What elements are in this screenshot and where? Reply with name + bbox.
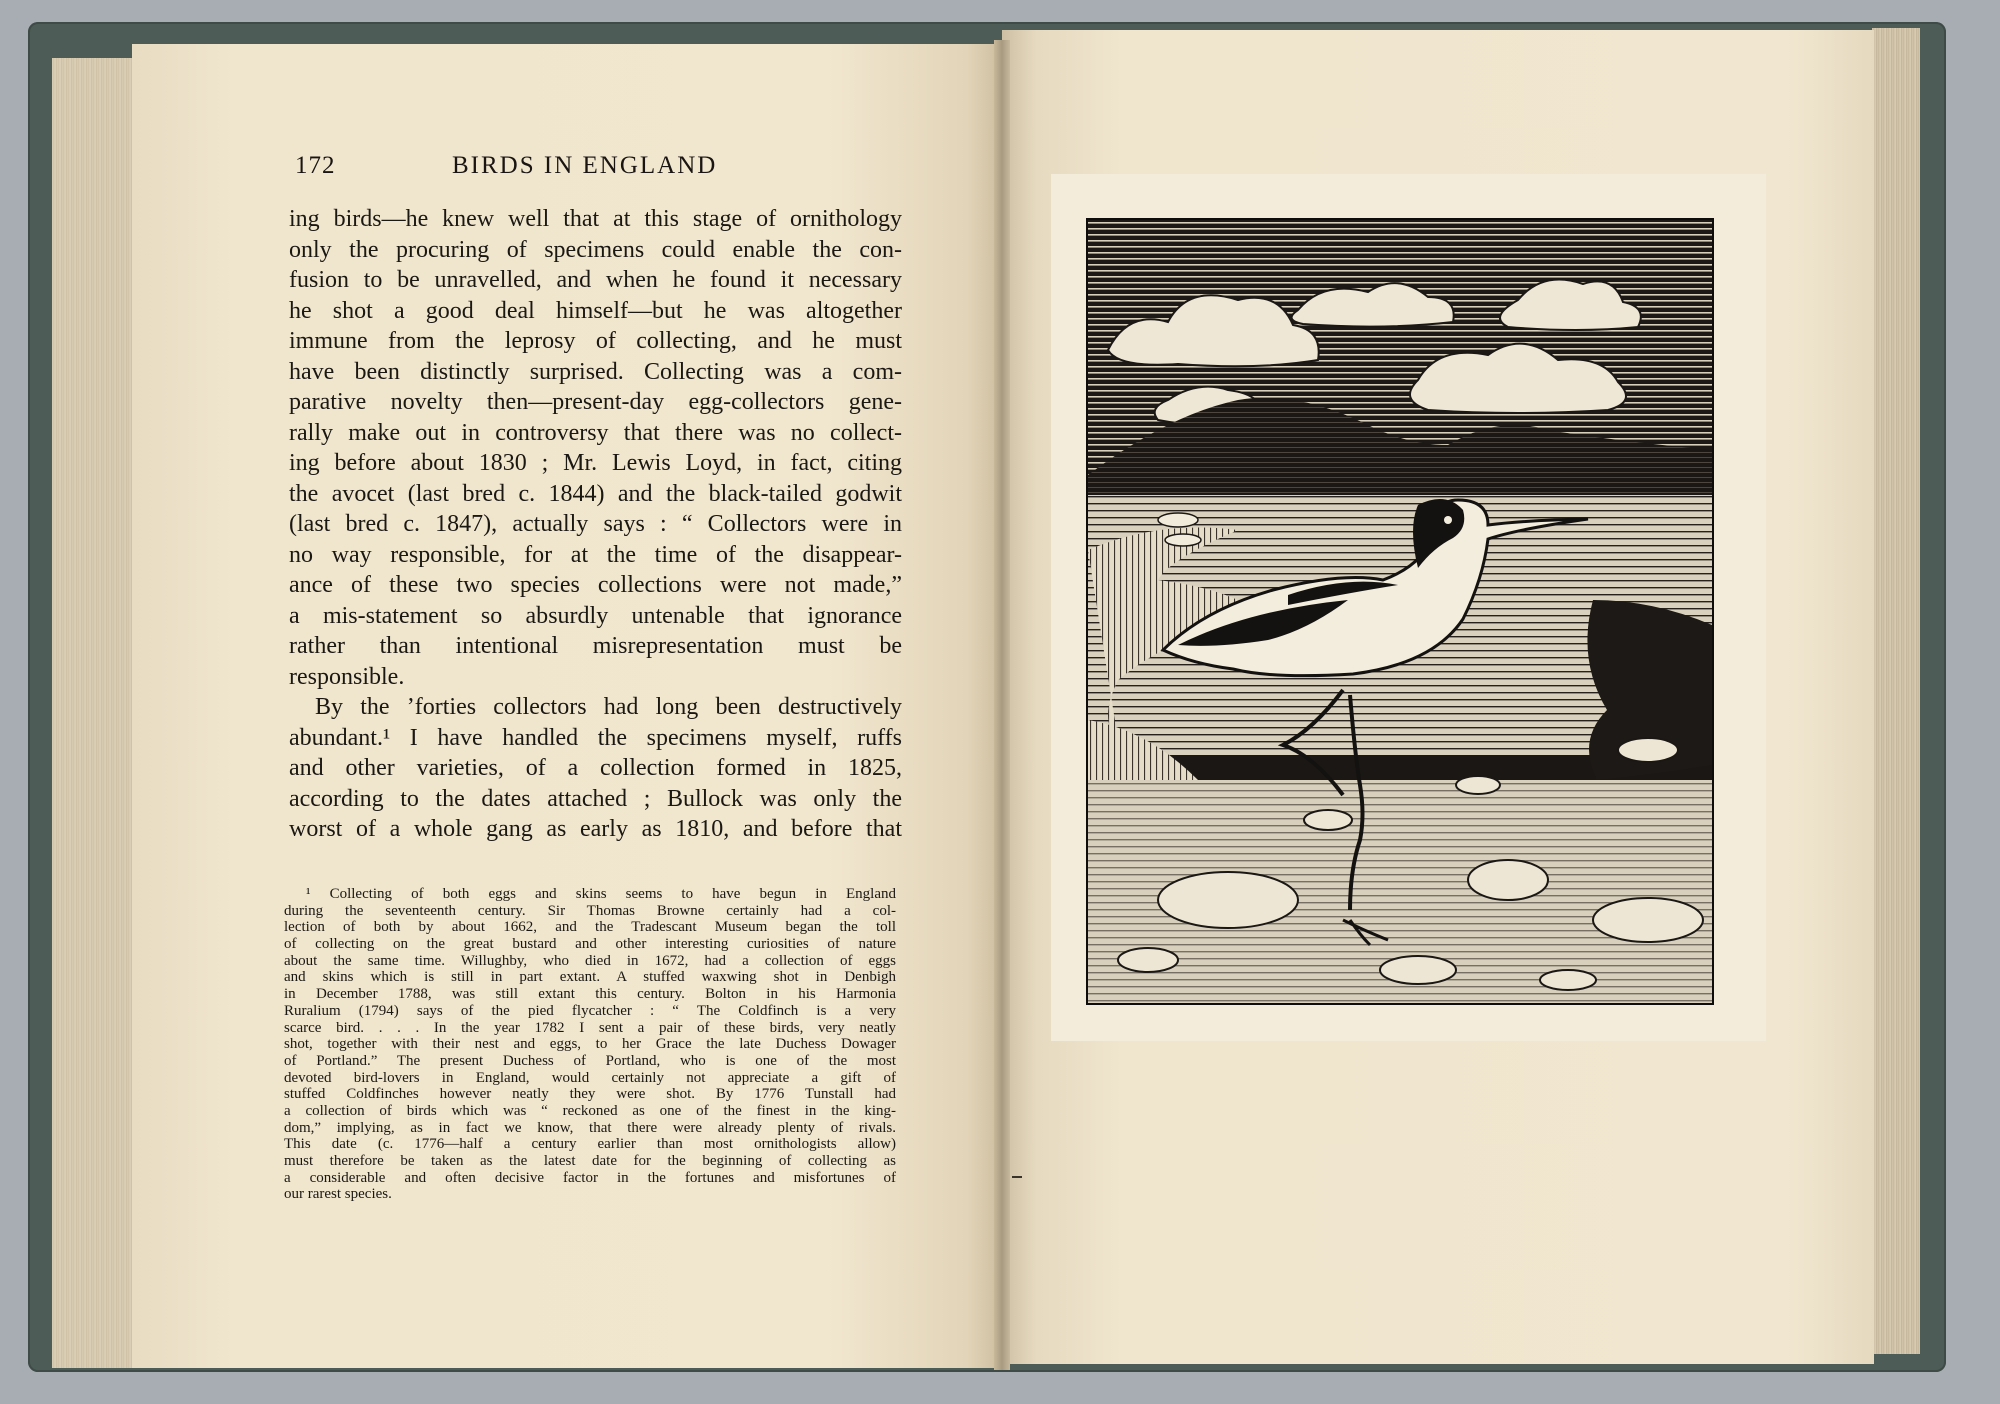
body-line: he shot a good deal himself—but he was altogether [289,297,902,324]
body-line: (last bred c. 1847), actually says : “ Collectors were in [289,511,902,537]
body-line: fusion to be unravelled, and when he found it necessary [289,267,902,293]
footnote-line: Ruralium (1794) says of the pied flycatcher : “ The Coldfinch is a very [284,1002,896,1019]
running-head-title: BIRDS IN ENGLAND [452,152,718,179]
footnote-line: and skins which is still in part extant. A stuffed waxwing shot in Denbigh [284,969,896,986]
footnote-line: in December 1788, was still extant this century. Bolton in his Harmonia [284,986,896,1003]
footnote-line: our rarest species. [284,1186,392,1203]
footnote [284,886,896,1203]
body-line: responsible. [289,663,405,690]
footnote-line: dom,” implying, as in fact we know, that there were already plenty of rivals. [284,1119,896,1136]
body-line: By the ’forties collectors had long been destructively [315,694,902,720]
footnote-line: devoted bird-lovers in England, would certainly not appreciate a gift of [284,1069,896,1086]
body-line: no way responsible, for at the time of the disappear- [289,541,902,568]
page-number: 172 [295,152,336,179]
body-line: have been distinctly surprised. Collecting was a com- [289,358,902,385]
book-gutter [994,40,1010,1370]
page-edges-right [1872,28,1920,1354]
running-head [295,152,905,186]
footnote-line: of collecting on the great bustard and other interesting curiosities of nature [284,936,896,953]
body-line: according to the dates attached ; Bullock was only the [289,785,902,812]
body-line: only the procuring of specimens could enable the con- [289,236,902,263]
body-line: immune from the leprosy of collecting, and he must [289,328,902,354]
body-line: ing birds—he knew well that at this stage of ornithology [289,206,902,232]
footnote-line: a considerable and often decisive factor in the fortunes and misfortunes of [284,1169,896,1186]
avocet-engraving-plate [1086,218,1714,1005]
footnote-line: shot, together with their nest and eggs, to her Grace the late Duchess Dowager [284,1036,896,1053]
body-line: rather than intentional misrepresentation must be [289,633,902,659]
body-line: ance of these two species collections were not made,” [289,572,902,598]
body-line: parative novelty then—present-day egg-collectors gene- [289,389,902,415]
avocet-engraving [1088,220,1712,1003]
body-line: ing before about 1830 ; Mr. Lewis Loyd, in fact, citing [289,450,902,476]
footnote-line: scarce bird. . . . In the year 1782 I sent a pair of these birds, very neatly [284,1019,896,1036]
footnote-line: This date (c. 1776—half a century earlier than most ornithologists allow) [284,1136,896,1153]
body-line: worst of a whole gang as early as 1810, and before that [289,816,902,842]
footnote-line: lection of both by about 1662, and the Tradescant Museum began the toll [284,919,896,936]
body-line: a mis-statement so absurdly untenable that ignorance [289,602,902,629]
footnote-line: about the same time. Willughby, who died in 1672, had a collection of eggs [284,952,896,969]
page-edges-left [52,58,138,1368]
body-line: and other varieties, of a collection formed in 1825, [289,755,902,781]
footnote-line: ¹ Collecting of both eggs and skins seems to have begun in England [306,886,896,902]
body-line: rally make out in controversy that there was no collect- [289,419,902,446]
body-text [289,204,902,845]
body-line: abundant.¹ I have handled the specimens myself, ruffs [289,724,902,751]
footnote-line: stuffed Coldfinches however neatly they were shot. By 1776 Tunstall had [284,1086,896,1103]
footnote-line: of Portland.” The present Duchess of Portland, who is one of the most [284,1052,896,1069]
printer-mark [1012,1176,1022,1178]
footnote-line: during the seventeenth century. Sir Thomas Browne certainly had a col- [284,902,896,919]
footnote-line: must therefore be taken as the latest date for the beginning of collecting as [284,1153,896,1169]
footnote-line: a collection of birds which was “ reckoned as one of the finest in the king- [284,1102,896,1119]
body-line: the avocet (last bred c. 1844) and the black-tailed godwit [289,480,902,507]
